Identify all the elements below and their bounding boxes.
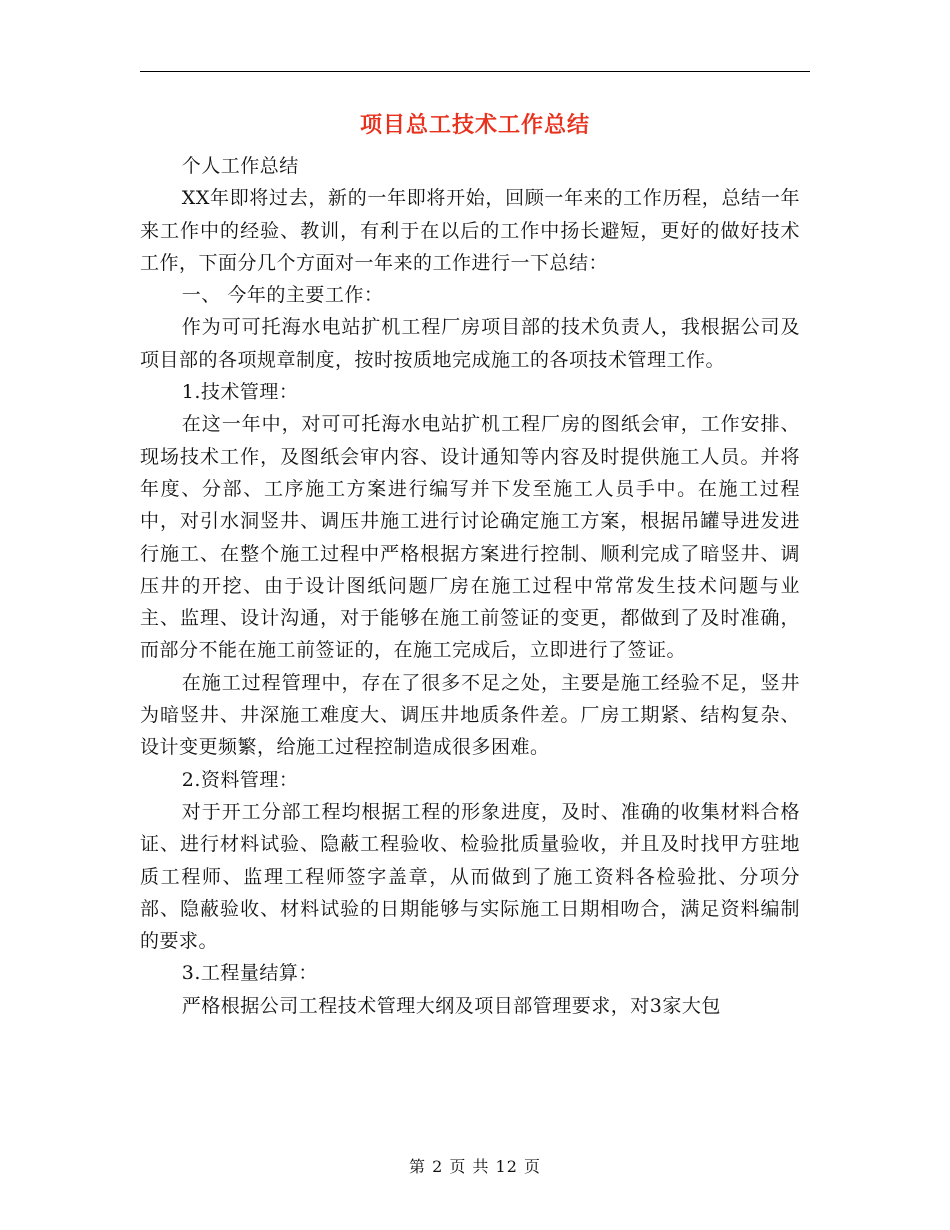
document-body (140, 150, 800, 1022)
subheading-document-management: 2.资料管理： (181, 768, 299, 791)
paragraph-heading-personal-summary: 个人工作总结 (181, 155, 299, 177)
paragraph-quantity-settlement: 严格根据公司工程技术管理大纲及项目部管理要求，对3家大包 (181, 994, 721, 1017)
paragraph-shortcomings: 在施工过程管理中，存在了很多不足之处，主要是施工经验不足，竖井为暗竖井、井深施工难度大、调压井地质条件差。厂房工期紧、结构复杂、设计变更频繁，给施工过程控制造成很多困难。 (140, 671, 800, 759)
page-footer (140, 1154, 810, 1177)
header-rule (140, 71, 810, 72)
subheading-technical-management: 1.技术管理： (181, 381, 299, 404)
section-heading-main-work: 一、 今年的主要工作： (181, 284, 384, 307)
paragraph-role: 作为可可托海水电站扩机工程厂房项目部的技术负责人，我根据公司及项目部的各项规章制度，按时按质地完成施工的各项技术管理工作。 (140, 316, 800, 371)
paragraph-intro: XX年即将过去，新的一年即将开始，回顾一年来的工作历程，总结一年来工作中的经验、教训，有利于在以后的工作中扬长避短，更好的做好技术工作，下面分几个方面对一年来的工作进行一下总结： (140, 187, 800, 274)
subheading-quantity-settlement: 3.工程量结算： (181, 962, 318, 985)
document-title: 项目总工技术工作总结 (359, 112, 590, 138)
paragraph-technical-management: 在这一年中，对可可托海水电站扩机工程厂房的图纸会审，工作安排、现场技术工作，及图纸会审内容、设计通知等内容及时提供施工人员。并将年度、分部、工序施工方案进行编写并下发至施工人员手中。在施工过程中，对引水洞竖井、调压井施工进行讨论确定施工方案，根据吊罐导进发进行施工、在整个施工过程中严格根据方案进行控制、顺利完成了暗竖井、调压井的开挖、由于设计图纸问题厂房在施工过程中常常发生技术问题与业主、监理、设计沟通，对于能够在施工前签证的变更，都做到了及时准确，而部分不能在施工前签证的，在施工完成后，立即进行了签证。 (140, 413, 800, 662)
paragraph-document-management: 对于开工分部工程均根据工程的形象进度，及时、准确的收集材料合格证、进行材料试验、隐蔽工程验收、检验批质量验收，并且及时找甲方驻地质工程师、监理工程师签字盖章，从而做到了施工资料各检验批、分项分部、隐蔽验收、材料试验的日期能够与实际施工日期相吻合，满足资料编制的要求。 (140, 800, 800, 953)
page-number-label: 第 2 页 共 12 页 (409, 1157, 541, 1176)
